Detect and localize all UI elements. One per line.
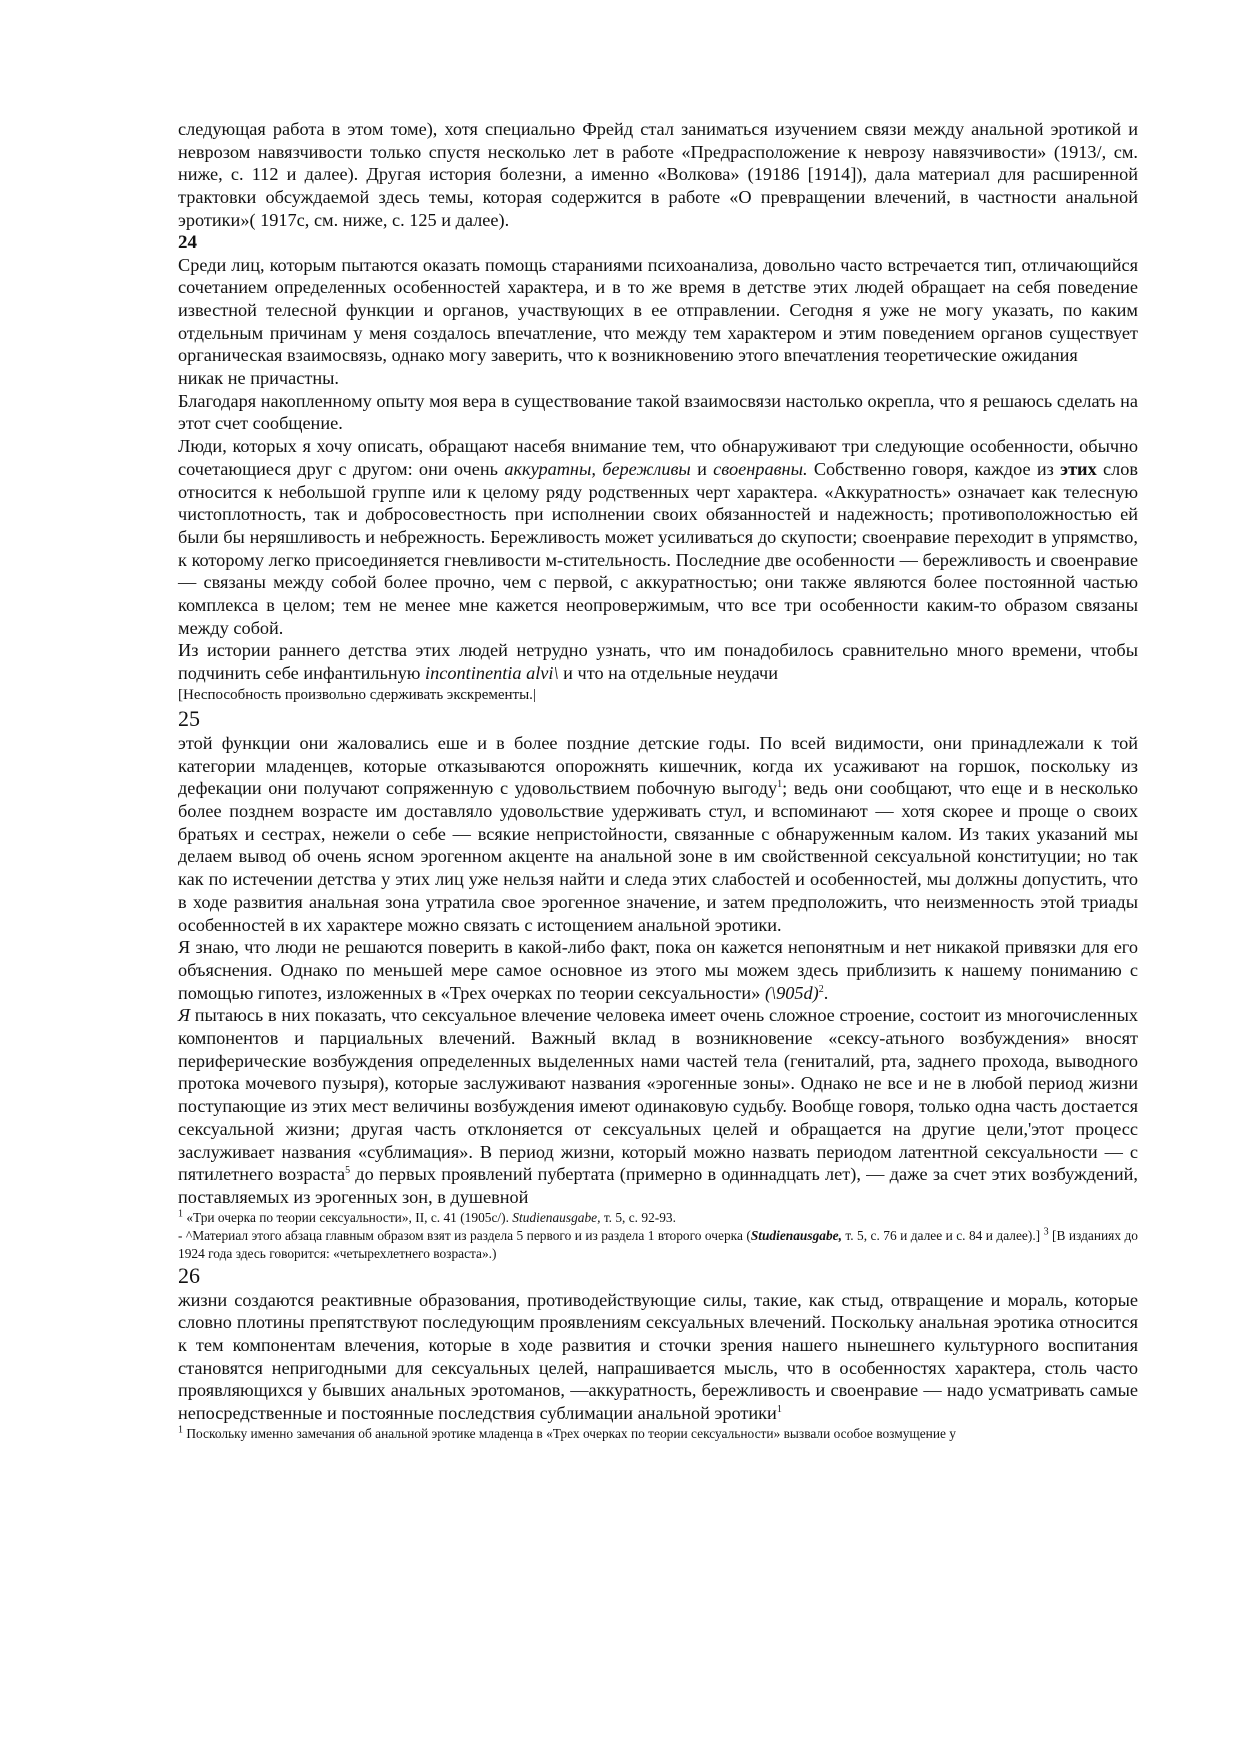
paragraph <box>178 435 1138 639</box>
footnote-ref: 2 <box>818 983 824 995</box>
footnote-ref: 1 <box>776 1404 782 1416</box>
page-number: 24 <box>178 231 197 253</box>
document-page <box>178 118 1138 1443</box>
footnote-text: - ^Материал этого абзаца главным образом взят из раздела 5 первого и из раздела 1 второго очерка ( <box>178 1227 751 1243</box>
page-number: 26 <box>178 1262 200 1288</box>
footnote <box>178 1209 1138 1227</box>
paragraph <box>178 1004 1138 1208</box>
intro-paragraph: следующая работа в этом томе), хотя специально Фрейд стал заниматься изучением связи между анальной эротикой и неврозом навязчивости только спустя несколько лет в работе «Предрасположение к неврозу навязчивости» (1913/, см. ниже, с. 112 и далее). Другая история болезни, а именно «Волкова» (19186 [1914]), дала материал для расширенной трактовки обсуждаемой здесь темы, которая содержится в работе «О превращении влечений, в частности анальной эротики»( 1917с, см. ниже, с. 125 и далее). <box>178 119 1138 230</box>
paragraph <box>178 1289 1138 1425</box>
paragraph: Среди лиц, которым пытаются оказать помощь стараниями психоанализа, довольно часто встречается тип, отличающийся сочетанием определенных особенностей характера, и в то же время в детстве этих людей обращает на себя поведение известной телесной функции и органов, участвующих в ее отправлении. Сегодня я уже не могу указать, по каким отдельным причинам у меня создалось впечатление, что между тем характером и этим поведением органов существует органическая взаимосвязь, однако могу заверить, что к возникновению этого впечатления теоретические ожидания <box>178 254 1138 366</box>
footnote-text: [В изданиях до 1924 года здесь говорится: «четырехлетнего возраста».) <box>178 1227 1138 1261</box>
paragraph-text: этой функции они жаловались еше и в более поздние детские годы. По всей видимости, они принадлежали к той категории младенцев, которые отказываются опорожнять кишечник, когда их усаживают на горшок, поскольку из дефекации они получают сопряженную с удовольствием побочную выгоду <box>178 732 1138 799</box>
paragraph-text: жизни создаются реактивные образования, противодействующие силы, такие, как стыд, отвращение и мораль, которые словно плотины препятствуют последующим проявлениям сексуальных влечений. Поскольку анальная эротика относится к тем компонентам влечения, которые в ходе развития и сточки зрения нашего нынешнего культурного воспитания становятся непригодными для сексуальных целей, напрашивается мысль, что в особенностях характера, столь часто проявляющихся у бывших анальных эротоманов, —аккуратность, бережливость и своенравие — надо усматривать самые непосредственные и постоянные последствия сублимации анальной эротики <box>178 1289 1138 1424</box>
paragraph-text: Люди, которых я хочу описать, обращают насебя внимание тем, что обнаруживают три следующие особенности, обычно сочетающиеся друг с другом: они очень <box>178 436 1138 479</box>
footnote-text: т. 5, с. 76 и далее и с. 84 и далее).] <box>845 1227 1041 1243</box>
paragraph-text: и <box>697 458 707 479</box>
paragraph-text: Собственно говоря, каждое из <box>813 458 1054 479</box>
paragraph-text: ; ведь они сообщают, что еще и в несколько более позднем возрасте им доставляло удовольствие удерживать стул, и вспоминают — хотя скорее и проще о своих братьях и сестрах, нежели о себе — всякие непристойности, связанные с обнаруженным калом. Из таких указаний мы делаем вывод об очень ясном эрогенном акценте на анальной зоне в им свойственной сексуальной конституции; но так как по истечении детства у этих лиц уже нельзя найти и следа этих слабостей и особенностей, мы должны допустить, что в ходе развития анальная зона утратила свое эрогенное значение, и затем предположить, что неизменность этой триады особенностей в их характере можно связать с истощением анальной эротики. <box>178 778 1138 935</box>
paragraph-line: никак не причастны. <box>178 368 339 389</box>
punctuation: . <box>823 982 829 1003</box>
footnote-text: «Три очерка по теории сексуальности», II, с. 41 (1905с/). <box>186 1209 509 1225</box>
footnote-italic: Studienausgabe, <box>512 1209 601 1225</box>
citation-text: (\905d) <box>764 982 819 1003</box>
bold-text: этих <box>1060 458 1097 479</box>
footnote-text: Поскольку именно замечания об анальной эротике младенца в «Трех очерках по теории сексуальности» вызвали особое возмущение у <box>186 1425 956 1441</box>
paragraph: Благодаря накопленному опыту моя вера в существование такой взаимосвязи настолько окрепла, что я решаюсь сделать на этот счет сообщение. <box>178 390 1138 434</box>
footnote-ref: 5 <box>345 1165 351 1177</box>
paragraph <box>178 639 1138 684</box>
footnote-mark: 1 <box>178 1424 183 1436</box>
paragraph-text: слов относится к небольшой группе или к целому ряду родственных черт характера. «Аккуратность» означает как телесную чистоплотность, так и добросовестность при исполнении своих обязанностей и надежность; противоположностью ей были бы неряшливость и небрежность. Бережливость может усиливаться до скупости; своенравие переходит в упрямство, к которому легко присоединяется гневливости м-стительность. Последние две особенности — бережливость и своенравие — связаны между собой более прочно, чем с первой, с аккуратностью; они также являются более постоянной частью комплекса в целом; тем не менее мне кажется неопровержимым, что все три особенности каким-то образом связаны между собой. <box>178 458 1139 638</box>
page-number: 25 <box>178 705 200 731</box>
paragraph <box>178 732 1138 936</box>
emphasis-text: Я <box>178 1005 191 1026</box>
emphasis-text: своенравны. <box>713 458 808 479</box>
footnote-bold-italic: Studienausgabe, <box>750 1227 842 1243</box>
paragraph-text: пытаюсь в них показать, что сексуальное влечение человека имеет очень сложное строение, состоит из многочисленных компонентов и парциальных влечений. Важный вклад в возникновение «сексу-атьного возбуждения» вносят периферические возбуждения определенных выделенных нами частей тела (гениталий, рта, заднего прохода, выводного протока мочевого пузыря), которые заслуживают названия «эрогенные зоны». Однако не все и не в любой период жизни поступающие из этих мест величины возбуждения имеют одинаковую судьбу. Вообще говоря, только одна часть достается сексуальной жизни; другая часть отклоняется от сексуальных целей и обращается на другие цели,'этот процесс заслуживает названия «сублимация». В период жизни, который можно назвать периодом латентной сексуальности — с пятилетнего возраста <box>178 1005 1138 1185</box>
footnote-ref: 1 <box>777 779 783 791</box>
footnote <box>178 1425 1138 1443</box>
emphasis-text: аккуратны, бережливы <box>504 458 691 479</box>
footnote-text: т. 5, с. 92-93. <box>603 1209 676 1225</box>
translator-note: [Неспособность произвольно сдерживать экскременты.| <box>178 686 536 703</box>
footnote-mark: 3 <box>1043 1226 1049 1238</box>
paragraph-text: до первых проявлений пубертата (примерно в одиннадцать лет), — даже за счет этих возбуждений, поставляемых из эрогенных зон, в душевной <box>178 1164 1138 1207</box>
paragraph-text: и что на отдельные неудачи <box>563 663 778 684</box>
paragraph <box>178 936 1138 1004</box>
footnote-mark: 1 <box>178 1208 183 1220</box>
latin-term: incontinentia alvi\ <box>425 663 559 684</box>
paragraph-text: Из истории раннего детства этих людей нетрудно узнать, что им понадобилось сравнительно много времени, чтобы подчинить себе инфантильную <box>178 640 1138 684</box>
footnote <box>178 1227 1138 1263</box>
paragraph-text: Я знаю, что люди не решаются поверить в какой-либо факт, пока он кажется непонятным и нет никакой привязки для его объяснения. Однако по меньшей мере самое основное из этого мы можем здесь приблизить к нашему пониманию с помощью гипотез, изложенных в «Трех очерках по теории сексуальности» <box>178 937 1138 1003</box>
